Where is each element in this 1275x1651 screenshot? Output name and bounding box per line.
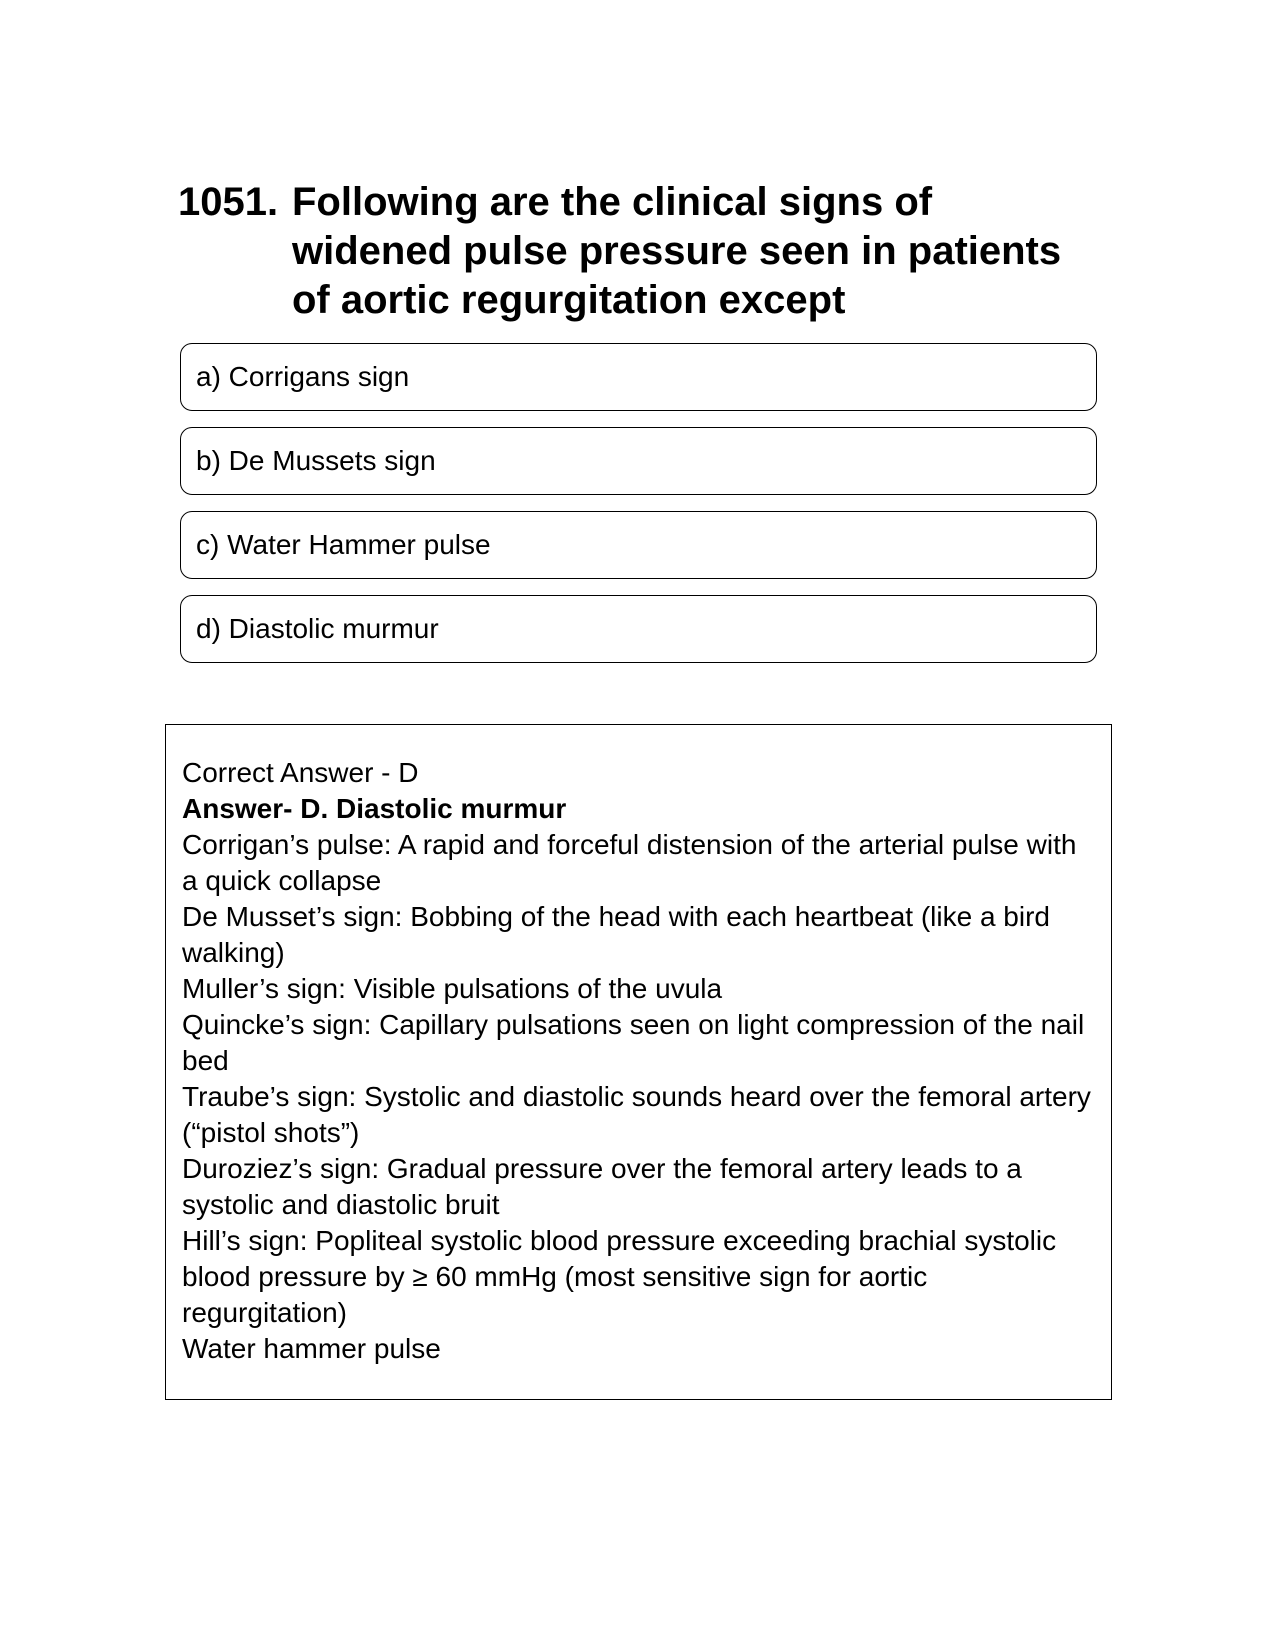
explanation-line-hill: Hill’s sign: Popliteal systolic blood pressure exceeding brachial systolic blood pressure by ≥ 60 mmHg (most sensitive sign for aortic regurgitation) <box>182 1225 1057 1328</box>
question-text: Following are the clinical signs of widened pulse pressure seen in patients of aortic regurgitation except <box>292 180 1062 322</box>
option-a[interactable]: a) Corrigans sign <box>180 343 1097 411</box>
option-d[interactable]: d) Diastolic murmur <box>180 595 1097 663</box>
explanation-line-corrigan: Corrigan’s pulse: A rapid and forceful distension of the arterial pulse with a quick collapse <box>182 829 1077 896</box>
correct-answer-line: Correct Answer - D <box>182 757 419 788</box>
question <box>178 178 1078 325</box>
option-c[interactable]: c) Water Hammer pulse <box>180 511 1097 579</box>
explanation-line-water-hammer: Water hammer pulse <box>182 1333 441 1364</box>
explanation-line-quincke: Quincke’s sign: Capillary pulsations seen on light compression of the nail bed <box>182 1009 1085 1076</box>
answer-heading: Answer- D. Diastolic murmur <box>182 793 567 824</box>
question-number: 1051. <box>178 180 279 224</box>
explanation-line-duroziez: Duroziez’s sign: Gradual pressure over the femoral artery leads to a systolic and diastolic bruit <box>182 1153 1022 1220</box>
option-b[interactable]: b) De Mussets sign <box>180 427 1097 495</box>
options-list <box>180 343 1097 679</box>
answer-explanation-box <box>165 724 1112 1400</box>
explanation-line-traube: Traube’s sign: Systolic and diastolic sounds heard over the femoral artery (“pistol shots”) <box>182 1081 1091 1148</box>
explanation-line-de-musset: De Musset’s sign: Bobbing of the head with each heartbeat (like a bird walking) <box>182 901 1050 968</box>
explanation-line-muller: Muller’s sign: Visible pulsations of the uvula <box>182 973 723 1004</box>
